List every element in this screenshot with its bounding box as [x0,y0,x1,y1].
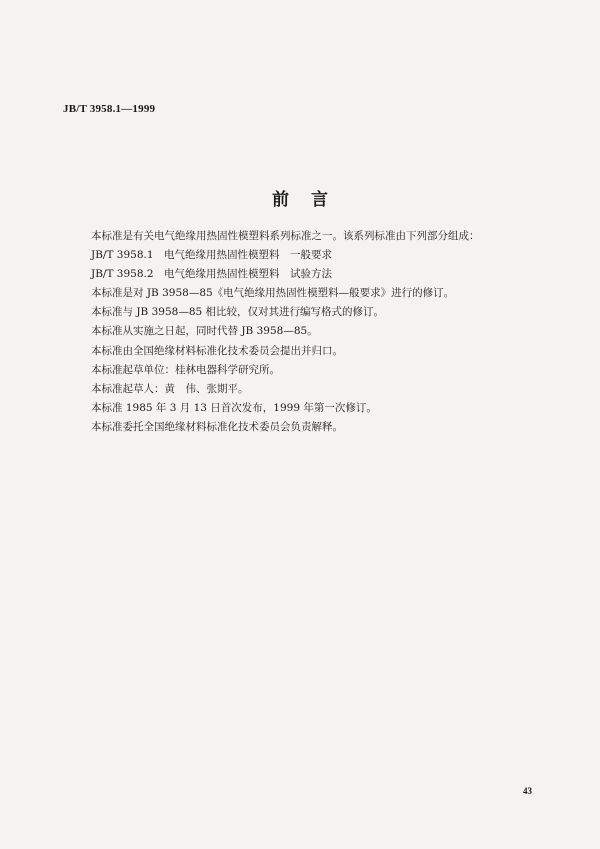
preface-paragraph: 本标准 1985 年 3 月 13 日首次发布，1999 年第一次修订。 [91,401,377,414]
preface-paragraph: 本标准起草人：黄 伟、张期平。 [91,382,249,395]
part-list-item: JB/T 3958.2 电气绝缘用热固性模塑料 试验方法 [91,268,333,281]
preface-paragraph: 本标准是对 JB 3958—85《电气绝缘用热固性模塑料—般要求》进行的修订。 [91,287,455,300]
preface-paragraph: 本标准起草单位：桂林电器科学研究所。 [91,363,280,376]
page-title: 前言 [272,190,350,210]
preface-paragraph: 本标准由全国绝缘材料标准化技术委员会提出并归口。 [91,344,343,357]
preface-body [91,227,531,437]
preface-paragraph: 本标准与 JB 3958—85 相比较，仅对其进行编写格式的修订。 [91,306,385,319]
part-list-item: JB/T 3958.1 电气绝缘用热固性模塑料 一般要求 [91,249,333,262]
standard-code: JB/T 3958.1—1999 [63,103,156,115]
preface-paragraph: 本标准委托全国绝缘材料标准化技术委员会负责解释。 [91,420,343,433]
preface-paragraph: 本标准是有关电气绝缘用热固性模塑料系列标准之一。该系列标准由下列部分组成： [91,230,480,242]
preface-paragraph: 本标准从实施之日起，同时代替 JB 3958—85。 [91,325,318,338]
page-number: 43 [523,786,532,796]
